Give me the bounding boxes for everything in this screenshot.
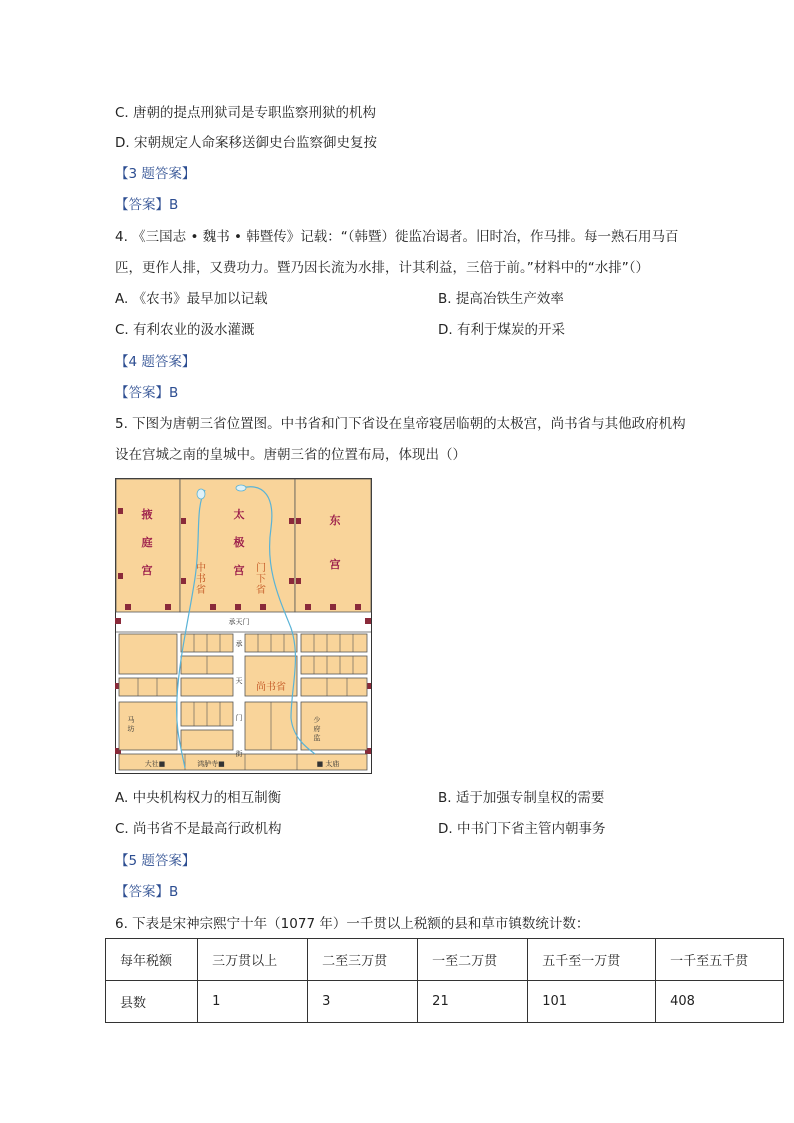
yeting-label-1: 掖 xyxy=(141,508,153,521)
taishe-label: 大社■ xyxy=(144,760,166,768)
table-cell: 五千至一万贯 xyxy=(528,939,656,981)
q4-option-d: D. 有利于煤炭的开采 xyxy=(438,322,565,338)
q5-stem-line1: 5. 下图为唐朝三省位置图。中书省和门下省设在皇帝寝居临朝的太极宫，尚书省与其他政府机构 xyxy=(115,416,686,432)
table-cell: 一至二万贯 xyxy=(418,939,528,981)
donggong-label-2: 宫 xyxy=(329,558,341,571)
street-label-2: 天 xyxy=(235,677,243,685)
yeting-label-2: 庭 xyxy=(141,536,153,549)
q3-option-c: C. 唐朝的提点刑狱司是专职监察刑狱的机构 xyxy=(115,105,377,121)
shangshu-label: 尚书省 xyxy=(256,682,286,693)
table-cell: 三万贯以上 xyxy=(198,939,308,981)
q5-answer: 【答案】B xyxy=(115,884,179,900)
donggong-label-1: 东 xyxy=(329,514,341,527)
shaofu-label-3: 监 xyxy=(313,734,321,742)
q3-answer: 【答案】B xyxy=(115,197,179,213)
table-cell: 1 xyxy=(198,981,308,1023)
table-cell: 101 xyxy=(528,981,656,1023)
table-cell: 县数 xyxy=(106,981,198,1023)
q5-option-a: A. 中央机构权力的相互制衡 xyxy=(115,790,282,806)
zhongshu-label-1: 中 xyxy=(196,563,206,574)
taiji-label-2: 极 xyxy=(233,536,245,549)
q4-stem-line2: 匹，更作人排，又费功力。暨乃因长流为水排，计其利益，三倍于前。”材料中的“水排”（） xyxy=(115,260,649,276)
honglu-label: 鸿胪寺■ xyxy=(197,760,225,768)
pond-west xyxy=(197,489,205,499)
shaofu-label-2: 府 xyxy=(313,725,321,733)
table-row xyxy=(106,981,784,1023)
table-cell: 每年税额 xyxy=(106,939,198,981)
mafang-label-1: 马 xyxy=(127,716,135,724)
pond-east xyxy=(236,485,246,491)
tax-statistics-table xyxy=(105,938,784,1023)
zhongshu-label-2: 书 xyxy=(196,574,206,585)
menxia-label-1: 门 xyxy=(256,563,266,574)
q4-answer: 【答案】B xyxy=(115,385,179,401)
q3-answer-header: 【3 题答案】 xyxy=(115,166,196,182)
menxia-label-2: 下 xyxy=(256,574,266,585)
table-header-row xyxy=(106,939,784,981)
q6-stem: 6. 下表是宋神宗熙宁十年（1077 年）一千贯以上税额的县和草市镇数统计数： xyxy=(115,916,590,932)
q5-answer-header: 【5 题答案】 xyxy=(115,853,196,869)
street-label-4: 街 xyxy=(235,750,243,758)
taiji-label-3: 宫 xyxy=(233,564,245,577)
taimiao-label: ■ 太庙 xyxy=(316,760,340,768)
q5-option-c: C. 尚书省不是最高行政机构 xyxy=(115,821,282,837)
mafang-label-2: 坊 xyxy=(127,725,135,733)
table-cell: 21 xyxy=(418,981,528,1023)
q3-option-d: D. 宋朝规定人命案移送御史台监察御史复按 xyxy=(115,135,377,151)
shaofu-label-1: 少 xyxy=(313,716,321,724)
table-cell: 3 xyxy=(308,981,418,1023)
q4-answer-header: 【4 题答案】 xyxy=(115,354,196,370)
q4-option-b: B. 提高冶铁生产效率 xyxy=(438,291,564,307)
yeting-label-3: 宫 xyxy=(141,564,153,577)
tang-three-departments-map xyxy=(115,478,372,774)
q5-stem-line2: 设在宫城之南的皇城中。唐朝三省的位置布局，体现出（） xyxy=(115,447,466,463)
q5-option-b: B. 适于加强专制皇权的需要 xyxy=(438,790,605,806)
q4-option-c: C. 有利农业的汲水灌溉 xyxy=(115,322,255,338)
table-cell: 二至三万贯 xyxy=(308,939,418,981)
chengtianmen-label: 承天门 xyxy=(228,618,250,626)
q5-option-d: D. 中书门下省主管内朝事务 xyxy=(438,821,606,837)
q4-stem-line1: 4. 《三国志 • 魏书 • 韩暨传》记载：“（韩暨）徙监冶谒者。旧时冶，作马排。每一熟石用马百 xyxy=(115,229,679,245)
table-cell: 408 xyxy=(656,981,784,1023)
zhongshu-label-3: 省 xyxy=(196,585,206,596)
table-cell: 一千至五千贯 xyxy=(656,939,784,981)
street-label-3: 门 xyxy=(235,714,243,722)
menxia-label-3: 省 xyxy=(256,585,266,596)
q4-option-a: A. 《农书》最早加以记载 xyxy=(115,291,268,307)
taiji-label-1: 太 xyxy=(233,508,245,521)
street-label-1: 承 xyxy=(235,640,243,648)
east-palace-block xyxy=(295,479,371,612)
